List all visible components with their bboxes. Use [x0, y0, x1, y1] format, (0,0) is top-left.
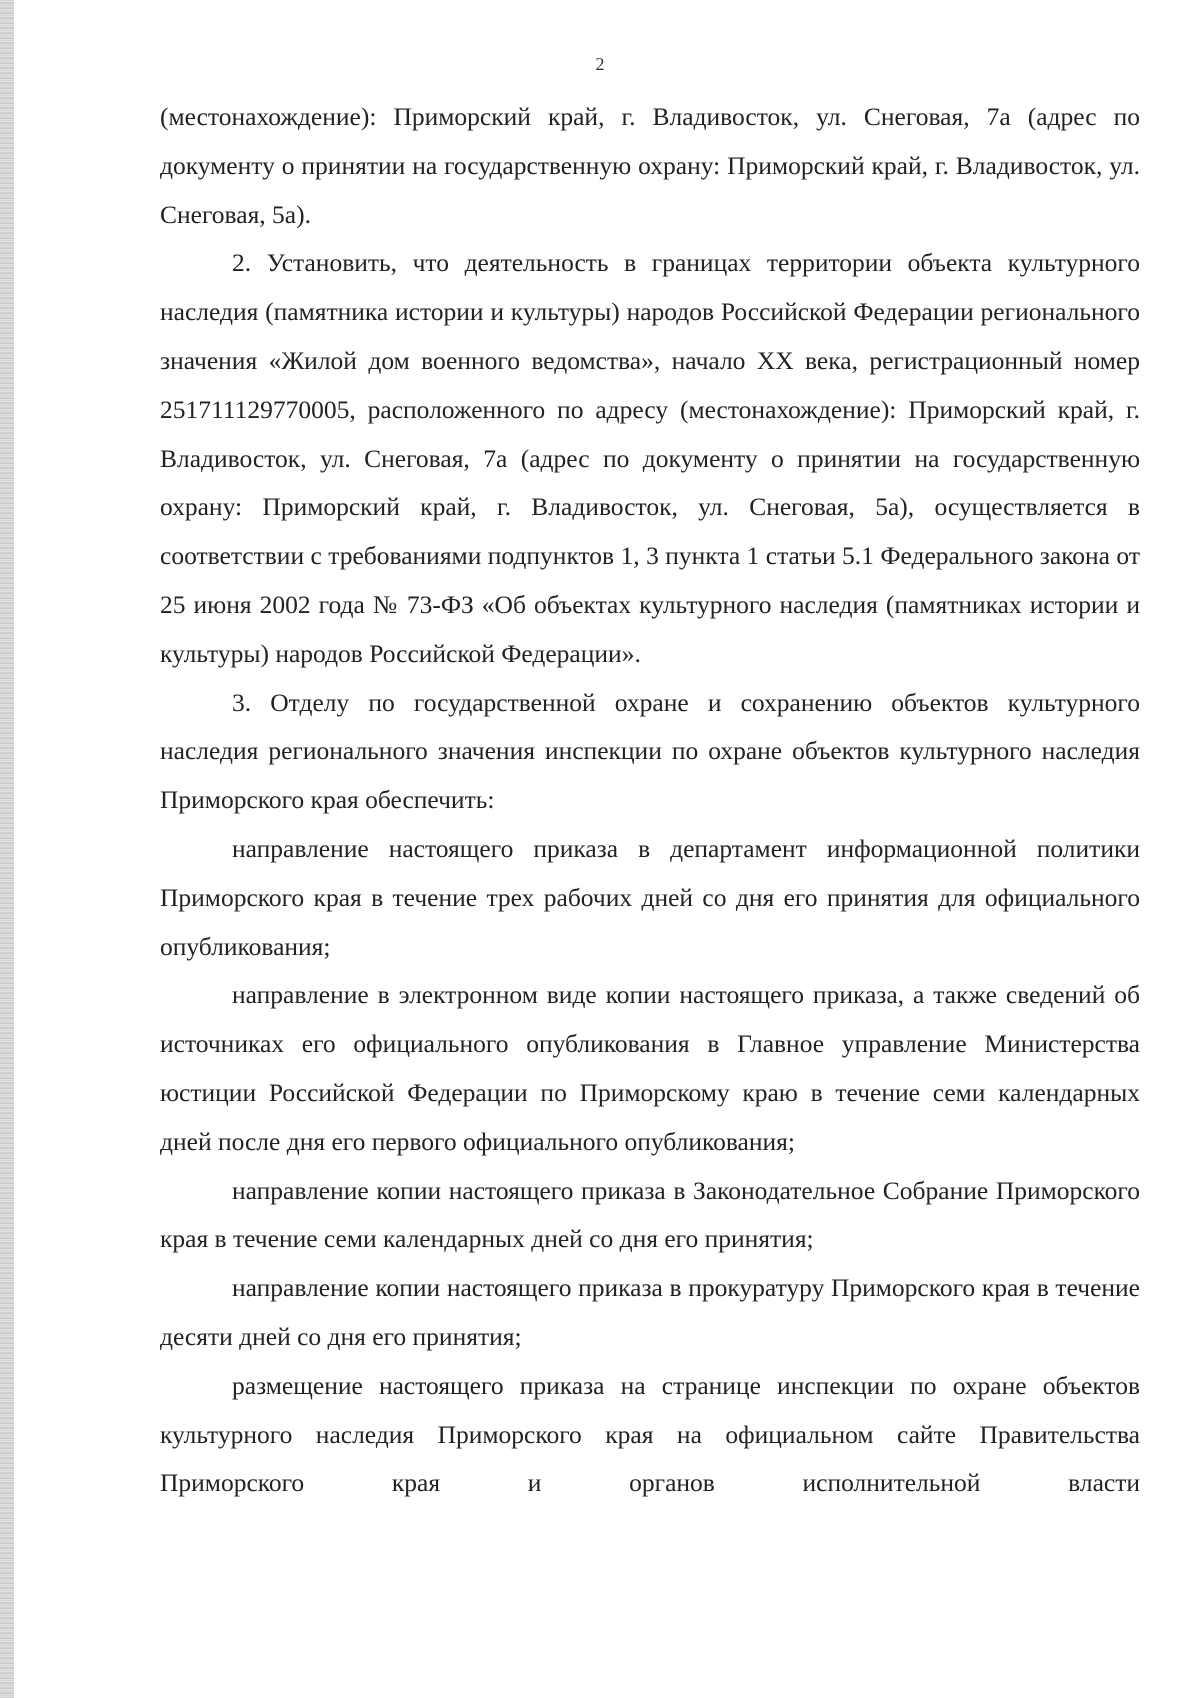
paragraph-address-continuation: (местонахождение): Приморский край, г. Владивосток, ул. Снеговая, 7а (адрес по документу о принятии на государственную охрану: Приморский край, г. Владивосток, ул. Снеговая, 5а).: [160, 102, 1140, 229]
document-body: [160, 93, 1140, 1508]
paragraph-item-3: 3. Отделу по государственной охране и сохранению объектов культурного наследия регионального значения инспекции по охране объектов культурного наследия Приморского края обеспечить:: [160, 687, 1140, 815]
paragraph-subitem-legislative-assembly: направление копии настоящего приказа в Законодательное Собрание Приморского края в течение семи календарных дней со дня его принятия;: [160, 1175, 1140, 1254]
scan-edge: [0, 0, 14, 1698]
paragraph-subitem-prosecutor: направление копии настоящего приказа в прокуратуру Приморского края в течение десяти дней со дня его принятия;: [160, 1273, 1140, 1351]
paragraph-subitem-ministry-justice: направление в электронном виде копии настоящего приказа, а также сведений об источниках его официального опубликования в Главное управление Министерства юстиции Российской Федерации по Приморскому краю в течение семи календарных дней после дня его первого официального опубликования;: [160, 980, 1140, 1156]
paragraph-item-2: 2. Установить, что деятельность в границах территории объекта культурного наследия (памятника истории и культуры) народов Российской Федерации регионального значения «Жилой дом военного ведомства», начало XX века, регистрационный номер 251711129770005, расположенного по адресу (местонахождение): Приморский край, г. Владивосток, ул. Снеговая, 7а (адрес по документу о принятии на государственную охрану: Приморский край, г. Владивосток, ул. Снеговая, 5а), осуществляется в соответствии с требованиями подпунктов 1, 3 пункта 1 статьи 5.1 Федерального закона от 25 июня 2002 года № 73-ФЗ «Об объектах культурного наследия (памятниках истории и культуры) народов Российской Федерации».: [160, 248, 1140, 668]
paragraph-subitem-website: размещение настоящего приказа на странице инспекции по охране объектов культурного наследия Приморского края на официальном сайте Правительства Приморского края и органов исполнительной власти: [160, 1370, 1140, 1498]
paragraph-subitem-publication: направление настоящего приказа в департамент информационной политики Приморского края в течение трех рабочих дней со дня его принятия для официального опубликования;: [160, 833, 1140, 961]
page-number: 2: [595, 54, 605, 74]
